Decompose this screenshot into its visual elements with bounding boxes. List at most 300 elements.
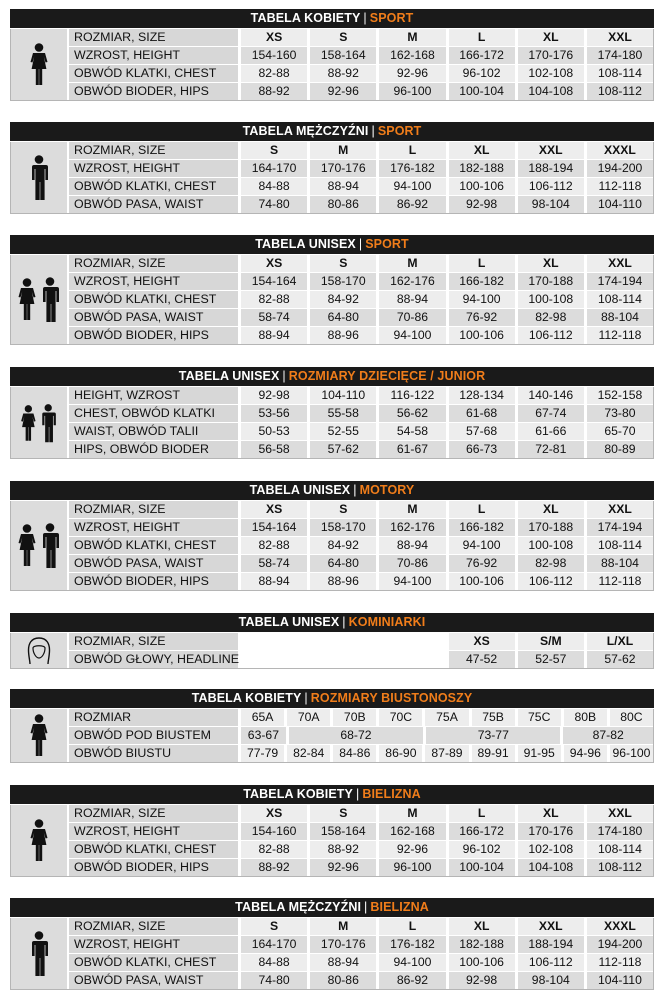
size-table: [10, 481, 654, 591]
table-cell: 174-194: [587, 273, 653, 290]
table-cell: 54-58: [379, 423, 445, 440]
table-cell: S: [310, 29, 376, 46]
table-cell: [241, 633, 307, 650]
table-row: [69, 936, 653, 953]
table-cell: 96-100: [610, 745, 653, 762]
table-cell: 182-188: [449, 936, 515, 953]
table-header: [10, 122, 654, 141]
table-row: [69, 859, 653, 876]
size-table: [10, 785, 654, 877]
unisex-icon: [11, 255, 67, 344]
table-cell: 106-112: [518, 178, 584, 195]
table-cell: 61-66: [518, 423, 584, 440]
table-cell: XXL: [587, 501, 653, 518]
table-cell: S: [310, 255, 376, 272]
table-row: [69, 954, 653, 971]
table-cell: 162-168: [379, 47, 445, 64]
table-title: TABELA UNISEX: [238, 615, 340, 629]
row-label: OBWÓD GŁOWY, HEADLINE: [69, 651, 238, 668]
table-cell: 80-89: [587, 441, 653, 458]
table-cell: 73-77: [426, 727, 560, 744]
woman-icon: [11, 29, 67, 100]
table-header: [10, 689, 654, 708]
table-cell: 86-90: [379, 745, 422, 762]
table-row: [69, 196, 653, 213]
table-cell: 94-100: [449, 291, 515, 308]
table-cell: 164-170: [241, 936, 307, 953]
table-cell: 88-104: [587, 555, 653, 572]
table-row: [69, 841, 653, 858]
table-cell: 84-88: [241, 178, 307, 195]
table-header: [10, 785, 654, 804]
table-subtitle: SPORT: [365, 237, 409, 251]
table-cell: 96-102: [449, 841, 515, 858]
table-cell: 88-96: [310, 573, 376, 590]
table-cell: [379, 651, 445, 668]
table-cell: 100-108: [518, 537, 584, 554]
table-cell: 75C: [518, 709, 561, 726]
table-subtitle: MOTORY: [359, 483, 415, 497]
table-cell: 63-67: [241, 727, 286, 744]
row-label: WZROST, HEIGHT: [69, 273, 238, 290]
table-cell: 80B: [564, 709, 607, 726]
table-cell: 92-96: [310, 83, 376, 100]
table-cell: XS: [241, 29, 307, 46]
table-cell: 158-170: [310, 273, 376, 290]
table-title: TABELA UNISEX: [178, 369, 280, 383]
table-cell: 100-104: [449, 859, 515, 876]
table-cell: M: [379, 29, 445, 46]
table-cell: 94-100: [379, 327, 445, 344]
table-cell: 140-146: [518, 387, 584, 404]
row-label: WZROST, HEIGHT: [69, 823, 238, 840]
table-cell: 100-106: [449, 327, 515, 344]
table-cell: 82-98: [518, 555, 584, 572]
table-cell: 76-92: [449, 309, 515, 326]
table-row: [69, 745, 653, 762]
row-label: HIPS, OBWÓD BIODER: [69, 441, 238, 458]
table-cell: 52-57: [518, 651, 584, 668]
table-cell: 154-164: [241, 273, 307, 290]
table-row: [69, 805, 653, 822]
table-header: [10, 9, 654, 28]
table-cell: 152-158: [587, 387, 653, 404]
table-cell: XXL: [587, 255, 653, 272]
table-row: [69, 972, 653, 989]
table-row: [69, 405, 653, 422]
table-cell: [310, 633, 376, 650]
table-cell: 182-188: [449, 160, 515, 177]
table-cell: 89-91: [472, 745, 515, 762]
woman-icon: [11, 805, 67, 876]
table-cell: 76-92: [449, 555, 515, 572]
table-subtitle: BIELIZNA: [370, 900, 429, 914]
table-cell: 162-168: [379, 823, 445, 840]
table-cell: 166-172: [449, 823, 515, 840]
man-icon: [11, 142, 67, 213]
row-label: OBWÓD PASA, WAIST: [69, 555, 238, 572]
table-cell: S: [310, 501, 376, 518]
table-cell: 154-160: [241, 47, 307, 64]
row-label: OBWÓD BIODER, HIPS: [69, 327, 238, 344]
table-cell: 92-98: [449, 972, 515, 989]
table-cell: 100-106: [449, 954, 515, 971]
table-cell: L/XL: [587, 633, 653, 650]
table-cell: 188-194: [518, 936, 584, 953]
table-title: TABELA KOBIETY: [191, 691, 302, 705]
table-subtitle: ROZMIARY DZIECIĘCE / JUNIOR: [288, 369, 486, 383]
table-cell: 92-98: [241, 387, 307, 404]
table-cell: 53-56: [241, 405, 307, 422]
table-cell: 66-73: [449, 441, 515, 458]
table-cell: 128-134: [449, 387, 515, 404]
table-row: [69, 178, 653, 195]
table-cell: 47-52: [449, 651, 515, 668]
table-cell: 104-110: [310, 387, 376, 404]
table-cell: 106-112: [518, 954, 584, 971]
table-subtitle: SPORT: [369, 11, 414, 25]
table-cell: 88-92: [310, 841, 376, 858]
table-subtitle: KOMINIARKI: [348, 615, 426, 629]
table-cell: 80C: [610, 709, 653, 726]
size-table: [10, 898, 654, 990]
row-label: OBWÓD KLATKI, CHEST: [69, 537, 238, 554]
row-label: ROZMIAR, SIZE: [69, 255, 238, 272]
table-cell: 61-67: [379, 441, 445, 458]
row-label: ROZMIAR, SIZE: [69, 918, 238, 935]
table-row: [69, 727, 653, 744]
size-table: [10, 9, 654, 101]
row-label: HEIGHT, WZROST: [69, 387, 238, 404]
size-table: [10, 613, 654, 669]
table-header: [10, 898, 654, 917]
row-label: OBWÓD PASA, WAIST: [69, 972, 238, 989]
table-cell: 98-104: [518, 972, 584, 989]
table-cell: 166-182: [449, 519, 515, 536]
table-cell: 70A: [287, 709, 330, 726]
table-cell: M: [310, 918, 376, 935]
title-separator: |: [371, 124, 375, 138]
table-cell: 86-92: [379, 196, 445, 213]
table-cell: S: [310, 805, 376, 822]
table-cell: 94-100: [379, 954, 445, 971]
table-cell: XXL: [518, 142, 584, 159]
row-label: OBWÓD PASA, WAIST: [69, 309, 238, 326]
table-cell: 170-176: [518, 823, 584, 840]
table-cell: 102-108: [518, 841, 584, 858]
table-cell: 82-88: [241, 291, 307, 308]
title-separator: |: [353, 483, 357, 497]
table-cell: 194-200: [587, 160, 653, 177]
table-cell: L: [379, 142, 445, 159]
table-row: [69, 273, 653, 290]
table-cell: [241, 651, 307, 668]
table-cell: XXXL: [587, 918, 653, 935]
table-cell: 70-86: [379, 555, 445, 572]
table-cell: 67-74: [518, 405, 584, 422]
row-label: OBWÓD KLATKI, CHEST: [69, 178, 238, 195]
table-cell: 104-110: [587, 196, 653, 213]
table-cell: M: [310, 142, 376, 159]
table-cell: 158-170: [310, 519, 376, 536]
table-row: [69, 291, 653, 308]
table-cell: 72-81: [518, 441, 584, 458]
title-separator: |: [342, 615, 346, 629]
table-row: [69, 423, 653, 440]
table-cell: 166-172: [449, 47, 515, 64]
table-cell: 70C: [379, 709, 422, 726]
table-cell: 158-164: [310, 823, 376, 840]
table-cell: XL: [518, 255, 584, 272]
table-cell: 170-176: [310, 160, 376, 177]
table-cell: L: [379, 918, 445, 935]
table-cell: 74-80: [241, 196, 307, 213]
table-cell: 112-118: [587, 573, 653, 590]
table-cell: 88-94: [310, 954, 376, 971]
table-cell: XL: [518, 501, 584, 518]
table-cell: 162-176: [379, 519, 445, 536]
table-cell: 92-96: [379, 65, 445, 82]
row-label: ROZMIAR, SIZE: [69, 633, 238, 650]
table-row: [69, 83, 653, 100]
table-cell: 84-86: [333, 745, 376, 762]
table-row: [69, 441, 653, 458]
table-cell: 88-92: [241, 859, 307, 876]
table-cell: 170-176: [518, 47, 584, 64]
title-separator: |: [358, 237, 363, 251]
row-label: OBWÓD KLATKI, CHEST: [69, 65, 238, 82]
row-label: ROZMIAR, SIZE: [69, 29, 238, 46]
table-cell: L: [449, 29, 515, 46]
table-cell: 57-62: [310, 441, 376, 458]
table-cell: 112-118: [587, 327, 653, 344]
table-cell: 96-102: [449, 65, 515, 82]
table-cell: 57-68: [449, 423, 515, 440]
table-cell: 106-112: [518, 573, 584, 590]
table-row: [69, 255, 653, 272]
table-cell: 96-100: [379, 859, 445, 876]
row-label: CHEST, OBWÓD KLATKI: [69, 405, 238, 422]
table-cell: 108-114: [587, 537, 653, 554]
size-table: [10, 235, 654, 345]
table-cell: 73-80: [587, 405, 653, 422]
table-cell: 88-96: [310, 327, 376, 344]
title-separator: |: [364, 900, 368, 914]
table-cell: 98-104: [518, 196, 584, 213]
table-cell: 65A: [241, 709, 284, 726]
woman-icon: [11, 709, 67, 762]
table-cell: 64-80: [310, 555, 376, 572]
table-cell: 94-100: [449, 537, 515, 554]
table-cell: 74-80: [241, 972, 307, 989]
table-title: TABELA MĘŻCZYŹNI: [242, 124, 369, 138]
table-cell: 58-74: [241, 555, 307, 572]
table-row: [69, 142, 653, 159]
table-cell: 82-84: [287, 745, 330, 762]
table-subtitle: BIELIZNA: [362, 787, 421, 801]
table-cell: 75A: [425, 709, 468, 726]
table-title: TABELA KOBIETY: [243, 787, 353, 801]
table-cell: 94-100: [379, 178, 445, 195]
table-cell: 174-180: [587, 47, 653, 64]
table-cell: 96-100: [379, 83, 445, 100]
table-cell: 84-92: [310, 537, 376, 554]
table-cell: XL: [449, 142, 515, 159]
row-label: ROZMIAR, SIZE: [69, 142, 238, 159]
table-cell: 176-182: [379, 936, 445, 953]
table-row: [69, 918, 653, 935]
table-cell: XXL: [587, 805, 653, 822]
table-row: [69, 65, 653, 82]
row-label: ROZMIAR: [69, 709, 238, 726]
table-row: [69, 29, 653, 46]
table-cell: 68-72: [289, 727, 423, 744]
row-label: OBWÓD BIODER, HIPS: [69, 83, 238, 100]
table-cell: 88-94: [241, 573, 307, 590]
table-cell: 108-112: [587, 83, 653, 100]
row-label: ROZMIAR, SIZE: [69, 501, 238, 518]
table-cell: XXL: [587, 29, 653, 46]
table-cell: 92-96: [379, 841, 445, 858]
table-cell: 82-88: [241, 537, 307, 554]
row-label: WZROST, HEIGHT: [69, 936, 238, 953]
table-cell: XL: [518, 29, 584, 46]
table-cell: 82-88: [241, 841, 307, 858]
table-row: [69, 327, 653, 344]
row-label: OBWÓD BIODER, HIPS: [69, 859, 238, 876]
size-table: [10, 122, 654, 214]
table-cell: 82-98: [518, 309, 584, 326]
table-row: [69, 537, 653, 554]
title-separator: |: [282, 369, 286, 383]
table-cell: 88-104: [587, 309, 653, 326]
size-table: [10, 367, 654, 459]
table-row: [69, 309, 653, 326]
table-cell: 104-108: [518, 859, 584, 876]
unisex-icon: [11, 501, 67, 590]
table-cell: 162-176: [379, 273, 445, 290]
table-cell: 106-112: [518, 327, 584, 344]
table-cell: 154-160: [241, 823, 307, 840]
table-cell: 88-94: [310, 178, 376, 195]
table-cell: XXXL: [587, 142, 653, 159]
table-cell: 166-182: [449, 273, 515, 290]
table-cell: 108-112: [587, 859, 653, 876]
table-cell: 100-104: [449, 83, 515, 100]
table-cell: 100-106: [449, 573, 515, 590]
table-cell: L: [449, 255, 515, 272]
row-label: ROZMIAR, SIZE: [69, 805, 238, 822]
table-title: TABELA UNISEX: [249, 483, 351, 497]
table-cell: 170-188: [518, 273, 584, 290]
table-cell: 88-92: [310, 65, 376, 82]
size-table: [10, 689, 654, 763]
table-cell: 170-188: [518, 519, 584, 536]
row-label: WZROST, HEIGHT: [69, 519, 238, 536]
table-row: [69, 47, 653, 64]
table-cell: 164-170: [241, 160, 307, 177]
table-cell: 58-74: [241, 309, 307, 326]
table-cell: 88-94: [241, 327, 307, 344]
table-cell: 56-62: [379, 405, 445, 422]
table-cell: 55-58: [310, 405, 376, 422]
table-row: [69, 709, 653, 726]
table-header: [10, 367, 654, 386]
table-cell: 52-55: [310, 423, 376, 440]
table-row: [69, 555, 653, 572]
table-cell: 174-194: [587, 519, 653, 536]
row-label: OBWÓD KLATKI, CHEST: [69, 954, 238, 971]
row-label: WZROST, HEIGHT: [69, 160, 238, 177]
table-cell: [310, 651, 376, 668]
table-row: [69, 160, 653, 177]
table-cell: 92-96: [310, 859, 376, 876]
table-cell: 94-100: [379, 573, 445, 590]
title-separator: |: [355, 787, 360, 801]
table-cell: XL: [518, 805, 584, 822]
table-cell: 75B: [472, 709, 515, 726]
table-cell: XS: [241, 501, 307, 518]
table-cell: 86-92: [379, 972, 445, 989]
table-cell: L: [449, 805, 515, 822]
table-row: [69, 573, 653, 590]
row-label: OBWÓD KLATKI, CHEST: [69, 291, 238, 308]
table-row: [69, 387, 653, 404]
table-cell: 88-92: [241, 83, 307, 100]
table-title: TABELA MĘŻCZYŹNI: [235, 900, 362, 914]
table-cell: 104-108: [518, 83, 584, 100]
table-subtitle: ROZMIARY BIUSTONOSZY: [310, 691, 473, 705]
row-label: OBWÓD BIODER, HIPS: [69, 573, 238, 590]
table-row: [69, 823, 653, 840]
table-cell: 112-118: [587, 178, 653, 195]
table-cell: 176-182: [379, 160, 445, 177]
table-cell: 82-88: [241, 65, 307, 82]
title-separator: |: [304, 691, 308, 705]
row-label: OBWÓD BIUSTU: [69, 745, 238, 762]
table-cell: 65-70: [587, 423, 653, 440]
table-cell: XS: [241, 255, 307, 272]
table-cell: 194-200: [587, 936, 653, 953]
table-cell: 80-86: [310, 196, 376, 213]
table-cell: XXL: [518, 918, 584, 935]
balaclava-icon: [11, 633, 67, 668]
table-cell: XS: [449, 633, 515, 650]
table-cell: 100-106: [449, 178, 515, 195]
table-row: [69, 633, 653, 650]
table-cell: M: [379, 501, 445, 518]
table-cell: 84-92: [310, 291, 376, 308]
table-row: [69, 519, 653, 536]
row-label: OBWÓD POD BIUSTEM: [69, 727, 238, 744]
table-cell: 87-89: [425, 745, 468, 762]
row-label: OBWÓD KLATKI, CHEST: [69, 841, 238, 858]
table-header: [10, 613, 654, 632]
table-cell: 50-53: [241, 423, 307, 440]
table-cell: 88-94: [379, 537, 445, 554]
table-cell: XL: [449, 918, 515, 935]
table-cell: 64-80: [310, 309, 376, 326]
table-cell: 170-176: [310, 936, 376, 953]
children-icon: [11, 387, 67, 458]
table-cell: 61-68: [449, 405, 515, 422]
table-subtitle: SPORT: [377, 124, 422, 138]
table-cell: S/M: [518, 633, 584, 650]
table-cell: 154-164: [241, 519, 307, 536]
table-header: [10, 235, 654, 254]
table-cell: 100-108: [518, 291, 584, 308]
table-title: TABELA KOBIETY: [250, 11, 361, 25]
